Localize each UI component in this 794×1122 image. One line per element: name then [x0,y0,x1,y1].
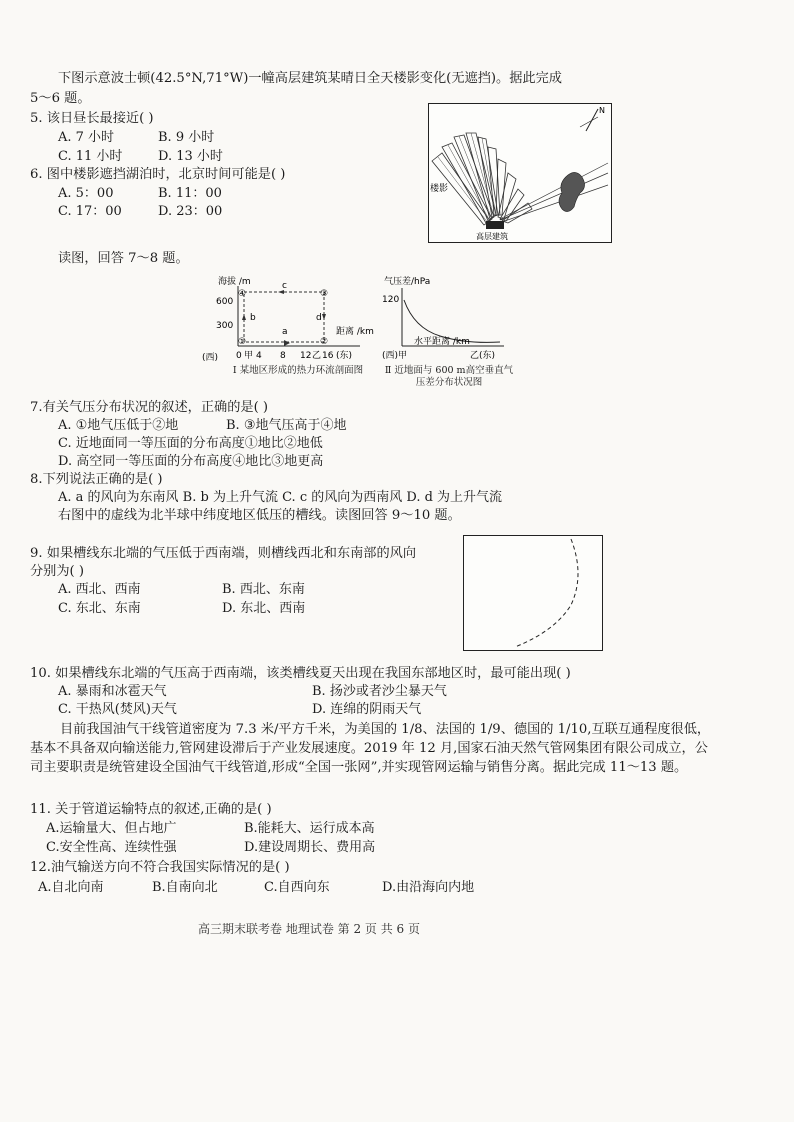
q11-option-a: A.运输量大、但占地广 [46,821,177,836]
fig3-caption: Ⅱ 近地面与 600 m高空垂直气压差分布状况图 [384,365,514,388]
q10-option-b: B. 扬沙或者沙尘暴天气 [312,684,447,699]
q11-option-b: B.能耗大、运行成本高 [244,821,375,836]
q9-option-b: B. 西北、东南 [222,582,305,597]
q10-stem: 10. 如果槽线东北端的气压高于西南端，该类槽线夏天出现在我国东部地区时，最可能出现( ) [30,666,571,681]
fig3-east: 乙(东) [470,351,496,361]
q6-option-a: A. 5：00 [58,186,114,201]
q78-intro: 读图，回答 7～8 题。 [58,251,189,266]
q7-option-b: B. ③地气压高于④地 [226,418,347,433]
fig2-label-c: c [282,281,287,291]
fig2-xlabel: 距离 /km [336,327,374,337]
q5-option-c: C. 11 小时 [58,149,123,164]
q6-option-b: B. 11：00 [158,186,222,201]
q9-option-c: C. 东北、东南 [58,601,141,616]
fig2-p4: ④ [238,289,247,299]
q7-option-c: C. 近地面同一等压面的分布高度①地比②地低 [58,436,323,451]
pressure-difference-figure [380,272,510,364]
q5-stem: 5. 该日昼长最接近( ) [30,111,154,126]
fig2-x12: 12 [300,351,312,361]
fig2-label-b: b [250,313,256,323]
q9-option-d: D. 东北、西南 [222,601,306,616]
q5-option-a: A. 7 小时 [58,130,115,145]
fig2-p1: ① [238,337,247,347]
q5-option-d: D. 13 小时 [158,149,223,164]
q11-stem: 11. 关于管道运输特点的叙述,正确的是( ) [30,802,272,817]
fig2-x8: 8 [280,351,286,361]
q56-intro-line1: 下图示意波士顿(42.5°N,71°W)一幢高层建筑某晴日全天楼影变化(无遮挡)。据此完成 [58,71,562,86]
fig3-ylabel: 气压差/hPa [384,277,431,287]
q9-option-a: A. 西北、西南 [58,582,141,597]
q56-intro-line2: 5～6 题。 [30,91,91,106]
q8-stem: 8.下列说法正确的是( ) [30,472,163,487]
q9-stem-line1: 9. 如果槽线东北端的气压低于西南端，则槽线西北和东南部的风向 [30,546,417,561]
fig3-y120: 120 [382,295,400,305]
q12-option-b: B.自南向北 [152,880,218,895]
fig2-east: (东) [336,351,353,361]
fig2-west: (西) [202,353,219,363]
q12-option-d: D.由沿海向内地 [382,880,475,895]
building-label: 高层建筑 [476,232,508,241]
fig2-ylabel: 海拔 /m [218,277,251,287]
fig2-x4: 4 [256,351,262,361]
q5-option-b: B. 9 小时 [158,130,215,145]
fig2-y300: 300 [216,321,234,331]
q12-option-c: C.自西向东 [264,880,330,895]
building-shadow-figure [428,103,612,243]
q6-stem: 6. 图中楼影遮挡湖泊时，北京时间可能是( ) [30,167,286,182]
shadow-label: 楼影 [430,184,449,194]
fig2-x-yi: 乙 [312,351,322,361]
q11-option-d: D.建设周期长、费用高 [244,840,376,855]
fig3-xlabel: 水平距离 /km [414,337,470,347]
fig2-label-a: a [282,327,288,337]
q9-stem-line2: 分别为( ) [30,564,85,579]
q6-option-d: D. 23：00 [158,204,223,219]
fig2-x16: 16 [322,351,334,361]
fig3-west: (西)甲 [382,351,408,361]
q8-options: A. a 的风向为东南风 B. b 为上升气流 C. c 的风向为西南风 D. d 为上升气流 [58,490,503,505]
q12-stem: 12.油气输送方向不符合我国实际情况的是( ) [30,860,290,875]
q7-stem: 7.有关气压分布状况的叙述，正确的是( ) [30,400,269,415]
q10-option-c: C. 干热风(焚风)天气 [58,702,177,717]
fig2-caption: Ⅰ 某地区形成的热力环流剖面图 [232,365,364,376]
q910-intro: 右图中的虚线为北半球中纬度地区低压的槽线。读图回答 9～10 题。 [58,508,461,523]
fig2-p2: ② [320,337,329,347]
fig2-p3: ③ [320,289,329,299]
q12-option-a: A.自北向南 [38,880,104,895]
fig2-x-jia: 甲 [244,351,254,361]
page-footer: 高三期末联考卷 地理试卷 第 2 页 共 6 页 [198,922,420,936]
fig2-y600: 600 [216,297,234,307]
north-label: N [599,106,605,115]
q10-option-d: D. 连绵的阴雨天气 [312,702,422,717]
q10-option-a: A. 暴雨和冰雹天气 [58,684,167,699]
fig2-x0: 0 [236,351,242,361]
fig2-label-d: d [316,313,322,323]
q7-option-a: A. ①地气压低于②地 [58,418,179,433]
q1113-intro: 目前我国油气干线管道密度为 7.3 米/平方千米，为美国的 1/8、法国的 1/9、德国的 1/10,互联互通程度很低，基本不具备双向输送能力,管网建设滞后于产业发展速度。2019 年 12 月,国家石油天然气管网集团有限公司成立，公司主要职责是统管建设全国油气干线管道,形成“全国一张网”,并实现管网运输与销售分离。据此完成 11～13 题。 [30,722,711,775]
trough-line-figure [463,535,603,651]
q7-option-d: D. 高空同一等压面的分布高度④地比③地更高 [58,454,324,469]
q11-option-c: C.安全性高、连续性强 [46,840,177,855]
q6-option-c: C. 17：00 [58,204,122,219]
